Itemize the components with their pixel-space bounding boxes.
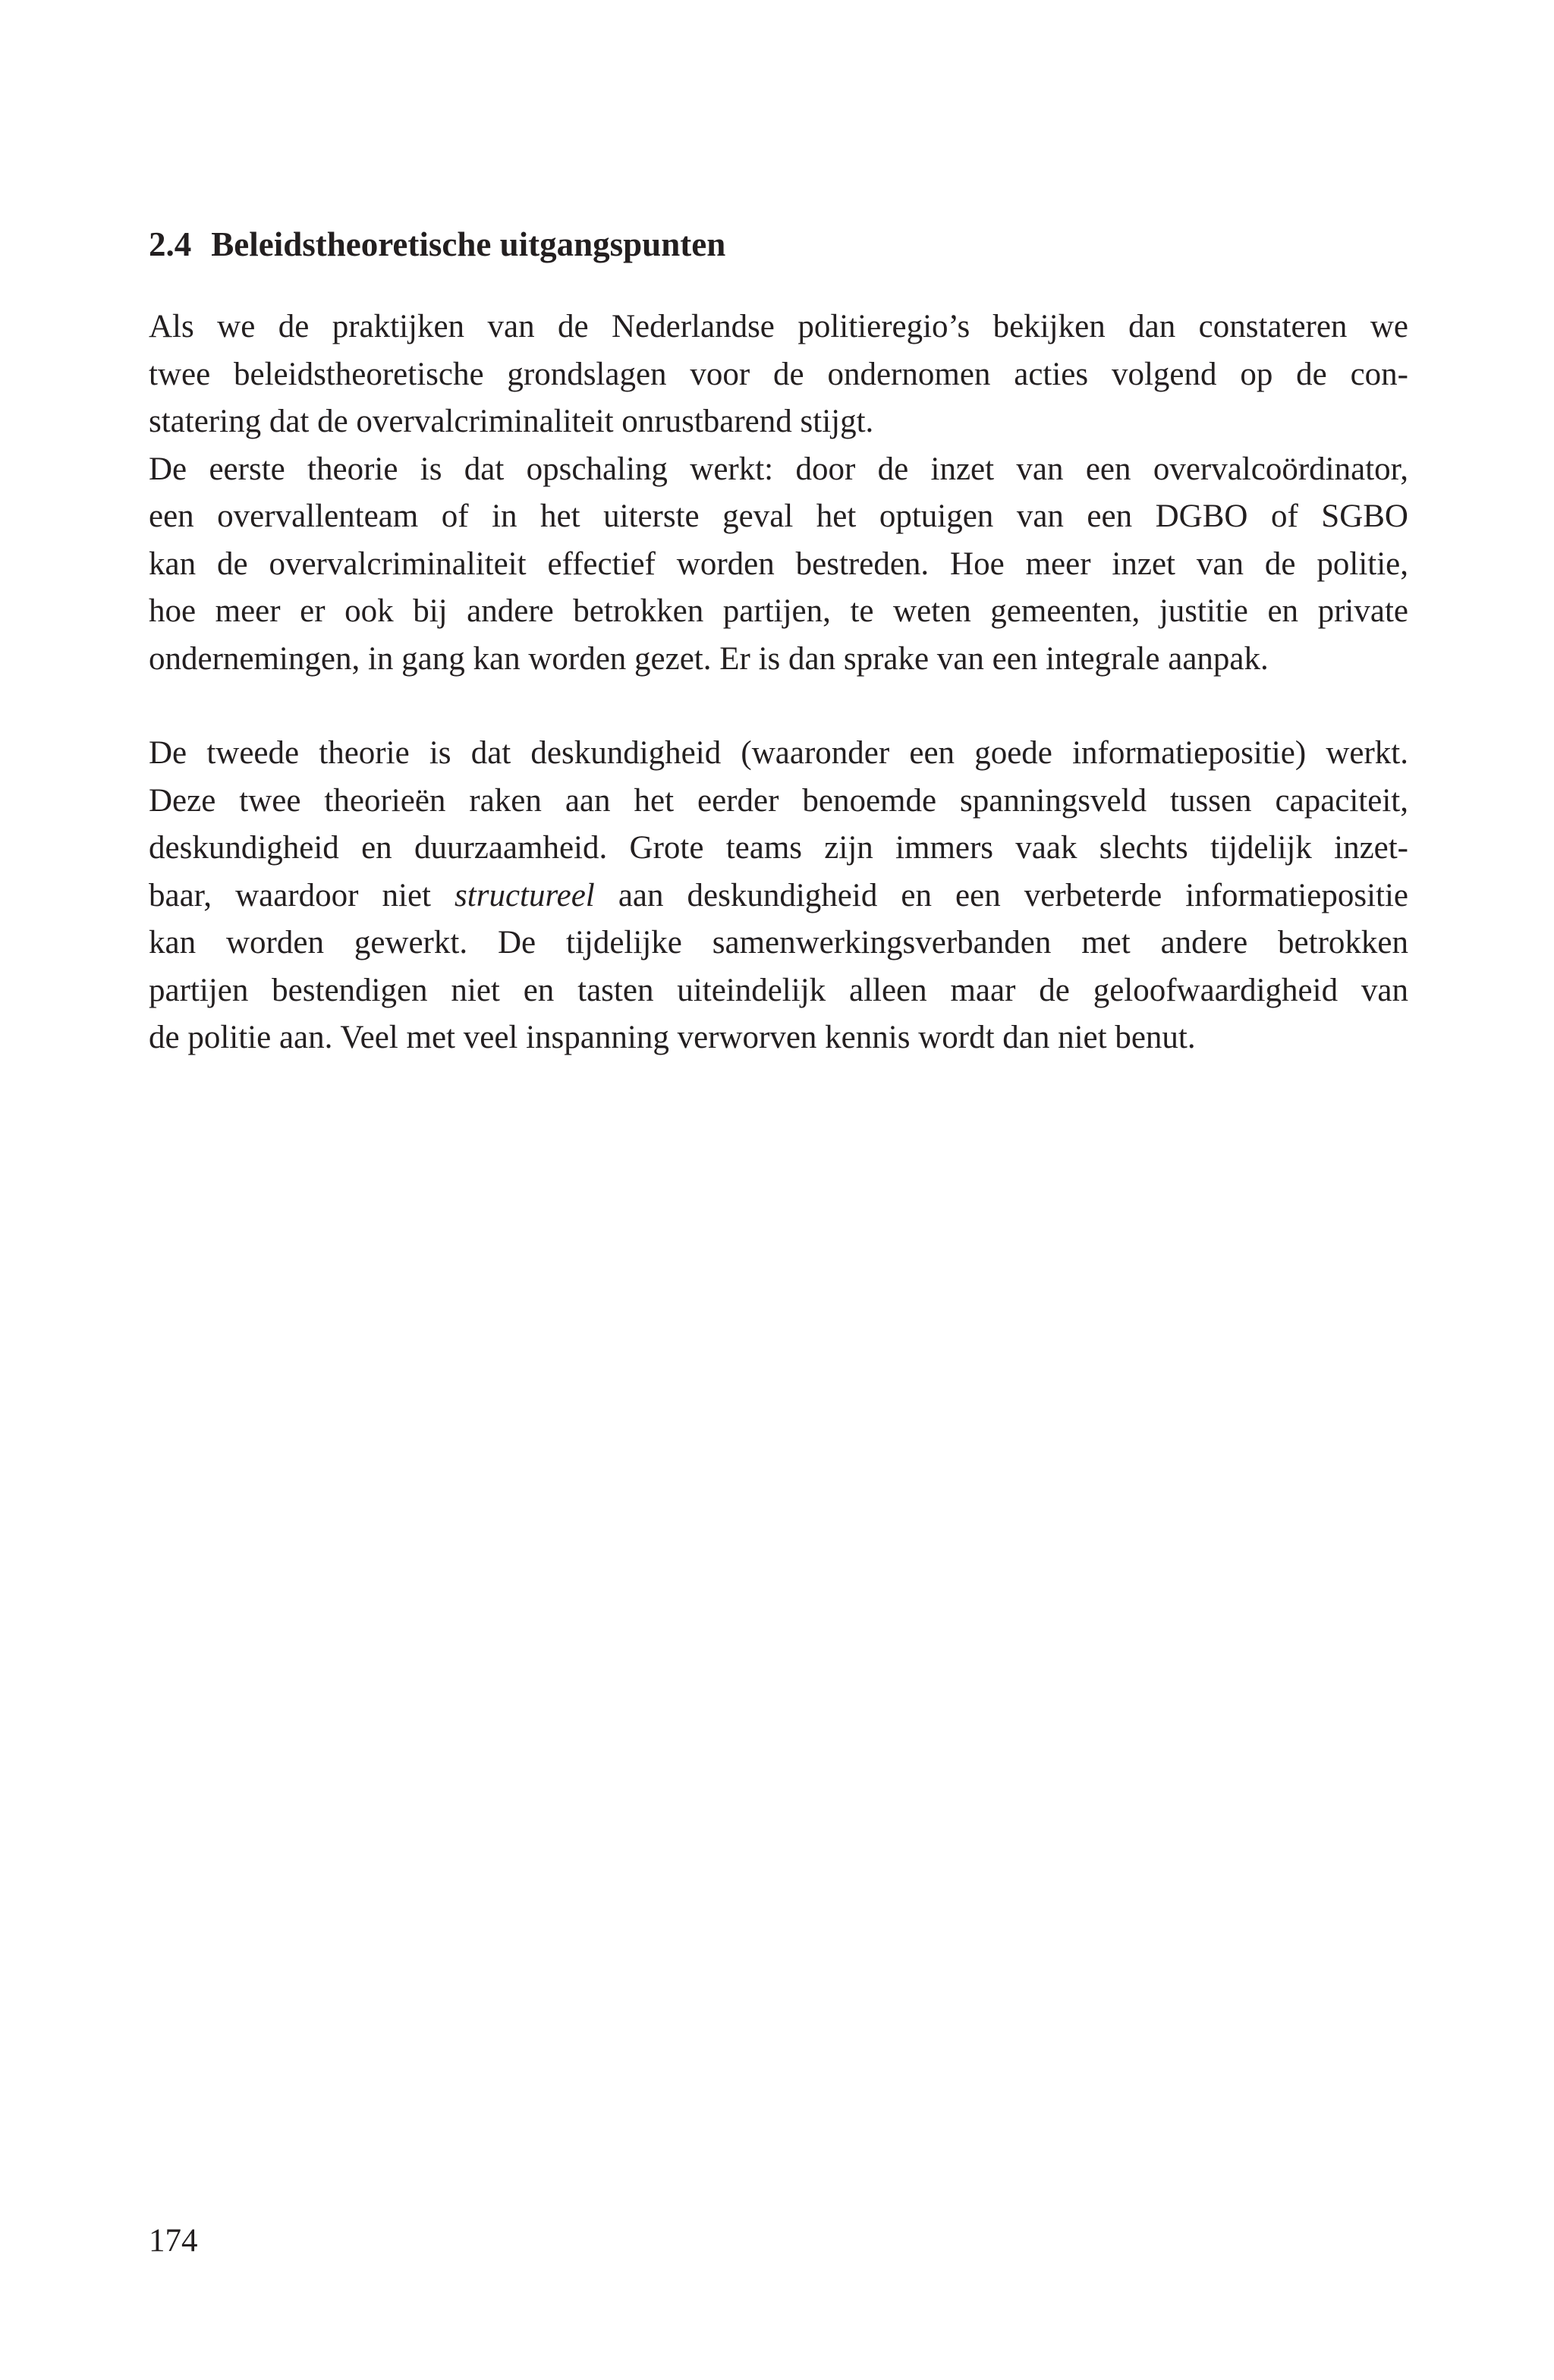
- paragraph-line: partijen bestendigen niet en tasten uiteindelijk alleen maar de geloofwaardigheid van: [149, 972, 1408, 1008]
- paragraph-line-with-emphasis: [149, 872, 1408, 920]
- paragraph-line: hoe meer er ook bij andere betrokken partijen, te weten gemeenten, justitie en private: [149, 593, 1408, 629]
- line-text: aan deskundigheid en een verbeterde informatiepositie: [618, 877, 1408, 913]
- section-number: 2.4: [149, 225, 192, 263]
- paragraph-line: Als we de praktijken van de Nederlandse politieregio’s bekijken dan constateren we: [149, 309, 1408, 344]
- paragraph-line: kan de overvalcriminaliteit effectief worden bestreden. Hoe meer inzet van de politie,: [149, 545, 1408, 582]
- paragraph-line: De eerste theorie is dat opschaling werkt: door de inzet van een overvalcoördinator,: [149, 451, 1408, 487]
- paragraph-line: de politie aan. Veel met veel inspanning verworven kennis wordt dan niet benut.: [149, 1020, 1196, 1055]
- paragraph-line: Deze twee theorieën raken aan het eerder benoemde spanningsveld tussen capaciteit,: [149, 782, 1408, 819]
- paragraph-line: deskundigheid en duurzaamheid. Grote teams zijn immers vaak slechts tijdelijk inzet-: [149, 830, 1408, 866]
- emphasized-word: structureel: [455, 877, 595, 913]
- paragraph-line: twee beleidstheoretische grondslagen voor de ondernomen acties volgend op de con-: [149, 356, 1408, 392]
- paragraph-3: [149, 730, 1408, 1062]
- section-heading: [149, 212, 1408, 276]
- paragraph-2: [149, 446, 1408, 684]
- line-text: baar, waardoor niet: [149, 877, 431, 913]
- paragraph-line: kan worden gewerkt. De tijdelijke samenwerkingsverbanden met andere betrokken: [149, 925, 1408, 960]
- paragraph-line: een overvallenteam of in het uiterste geval het optuigen van een DGBO of SGBO: [149, 498, 1408, 534]
- paragraph-line: De tweede theorie is dat deskundigheid (waaronder een goede informatiepositie) werkt.: [149, 735, 1408, 771]
- page-content: [149, 212, 1408, 1062]
- section-title: Beleidstheoretische uitgangspunten: [211, 225, 726, 263]
- page-number: 174: [149, 2223, 198, 2259]
- paragraph-gap: [149, 683, 1408, 730]
- paragraph-1: [149, 303, 1408, 446]
- paragraph-line: ondernemingen, in gang kan worden gezet. Er is dan sprake van een integrale aanpak.: [149, 640, 1269, 677]
- paragraph-line: statering dat de overvalcriminaliteit onrustbarend stijgt.: [149, 404, 874, 439]
